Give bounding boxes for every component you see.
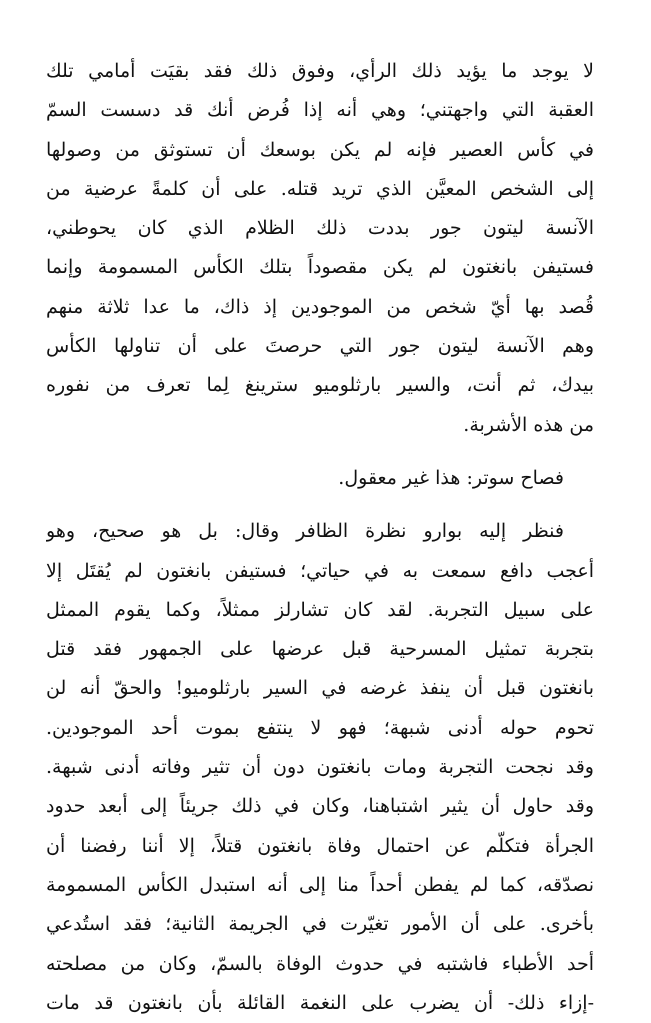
text-line: تحوم حوله أدنى شبهة؛ فهو لا ينتفع بموت أحد الموجودين.: [46, 716, 594, 739]
text-line: بيدك، ثم أنت، والسير بارثلوميو سترينغ لِما تعرف من نفوره: [46, 374, 594, 397]
text-line: فستيفن بانغتون لم يكن مقصوداً بتلك الكأس المسمومة وإنما: [46, 256, 594, 279]
text-line: أعجب دافع سمعت به في حياتي؛ فستيفن بانغتون لم يُقتَل إلا: [46, 559, 594, 582]
book-page: [46, 52, 594, 1023]
paragraph-2: [46, 459, 594, 498]
text-line: إلى الشخص المعيَّن الذي تريد قتله. على أن كلمةً عرضية من: [46, 177, 594, 200]
text-line: الجرأة فتكلّم عن احتمال وفاة بانغتون قتلاً، إلا أننا رفضنا أن: [46, 834, 594, 857]
paragraph-gap: [46, 445, 594, 459]
text-line: -إزاء ذلك- أن يضرب على النغمة القائلة بأن بانغتون قد مات: [46, 991, 594, 1014]
text-line: وقد حاول أن يثير اشتباهنا، وكان في ذلك جريئاً إلى أبعد حدود: [46, 795, 594, 818]
text-line: نصدّقه، كما لم يفطن أحداً منا إلى أنه استبدل الكأس المسمومة: [46, 873, 594, 896]
paragraph-gap: [46, 498, 594, 512]
text-line: وقد نجحت التجربة ومات بانغتون دون أن تثير وفاته أدنى شبهة.: [46, 756, 594, 779]
text-line: فصاح سوتر: هذا غير معقول.: [338, 466, 564, 489]
text-line: العقبة التي واجهتني؛ وهي أنه إذا فُرض أنك قد دسست السمّ: [46, 99, 594, 122]
text-line: بانغتون قبل أن ينفذ غرضه في السير بارثلوميو! والحقّ أنه لن: [46, 677, 594, 700]
text-line: قُصد بها أيّ شخص من الموجودين إذ ذاك، ما عدا ثلاثة منهم: [46, 295, 594, 318]
text-line: في كأس العصير فإنه لم يكن بوسعك أن تستوثق من وصولها: [46, 138, 594, 161]
text-line: فنظر إليه بوارو نظرة الظافر وقال: بل هو صحيح، وهو: [46, 520, 564, 543]
text-line: الآنسة ليتون جور بددت ذلك الظلام الذي كان يحوطني،: [46, 217, 594, 240]
text-line: على سبيل التجربة. لقد كان تشارلز ممثلاً، وكما يقوم الممثل: [46, 598, 594, 621]
text-line: من هذه الأشربة.: [463, 413, 594, 436]
text-line: وهم الآنسة ليتون جور التي حرصتَ على أن تناولها الكأس: [46, 335, 594, 358]
paragraph-3: [46, 512, 594, 1023]
text-line: بتجربة تمثيل المسرحية قبل عرضها على الجمهور فقد قتل: [46, 638, 594, 661]
text-line: أحد الأطباء فاشتبه في حدوث الوفاة بالسمّ، وكان من مصلحته: [46, 952, 594, 975]
text-line: بأخرى. على أن الأمور تغيّرت في الجريمة الثانية؛ فقد استُدعي: [46, 913, 594, 936]
paragraph-1: [46, 52, 594, 445]
text-line: لا يوجد ما يؤيد ذلك الرأي، وفوق ذلك فقد بقيَت أمامي تلك: [46, 60, 594, 82]
